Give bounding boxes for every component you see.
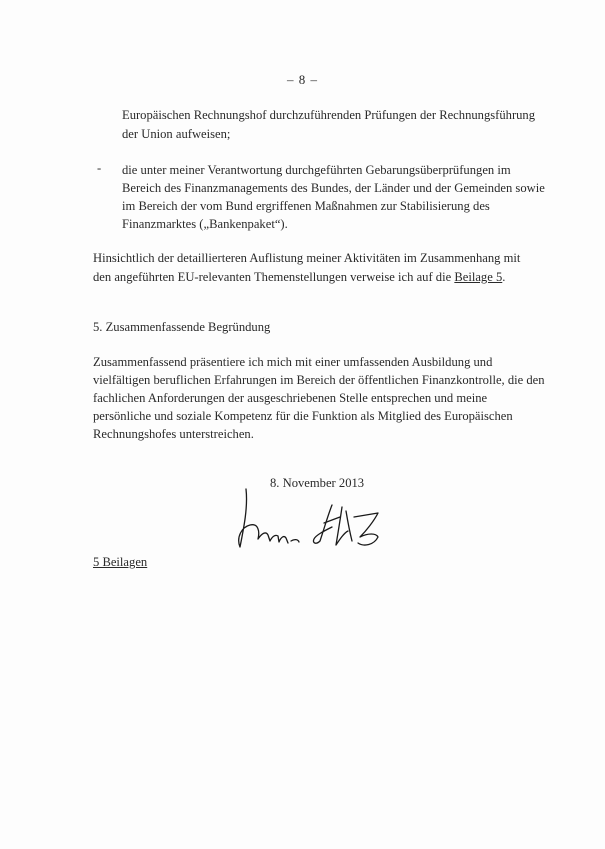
attachments-count: 5 Beilagen [93, 555, 148, 569]
summary-line-1: Zusammenfassend präsentiere ich mich mit einer umfassenden Ausbildung und [93, 355, 493, 369]
section-heading: 5. Zusammenfassende Begründung [93, 320, 271, 334]
summary-line-3: fachlichen Anforderungen der ausgeschriebenen Stelle entsprechen und meine [93, 391, 488, 405]
bullet-line-2: Bereich des Finanzmanagements des Bundes, der Länder und der Gemeinden sowie [122, 181, 545, 195]
bullet-line-1: die unter meiner Verantwortung durchgeführten Gebarungsüberprüfungen im [122, 163, 511, 177]
page-number: – 8 – [287, 72, 318, 87]
reference-line-2-suffix: . [502, 270, 506, 284]
reference-line-1: Hinsichtlich der detaillierteren Auflistung meiner Aktivitäten im Zusammenhang mit [93, 251, 521, 265]
continuation-line-1: Europäischen Rechnungshof durchzuführenden Prüfungen der Rechnungsführung [122, 108, 536, 122]
summary-line-5: Rechnungshofes unterstreichen. [93, 427, 254, 441]
attachment-reference-link[interactable]: Beilage 5 [454, 270, 503, 284]
signature-date: 8. November 2013 [270, 476, 365, 490]
bullet-marker: - [97, 161, 102, 175]
reference-line-2-prefix: den angeführten EU-relevanten Themenstellungen verweise ich auf die [93, 270, 455, 284]
summary-line-2: vielfältigen beruflichen Erfahrungen im Bereich der öffentlichen Finanzkontrolle, die den [93, 373, 545, 387]
summary-line-4: persönliche und soziale Kompetenz für die Funktion als Mitglied des Europäischen [93, 409, 513, 423]
handwritten-signature-icon [228, 487, 388, 557]
bullet-line-4: Finanzmarktes („Bankenpaket“). [122, 217, 288, 231]
bullet-line-3: im Bereich der vom Bund ergriffenen Maßnahmen zur Stabilisierung des [122, 199, 490, 213]
continuation-line-2: der Union aufweisen; [122, 127, 231, 141]
reference-line-2 [93, 268, 505, 287]
